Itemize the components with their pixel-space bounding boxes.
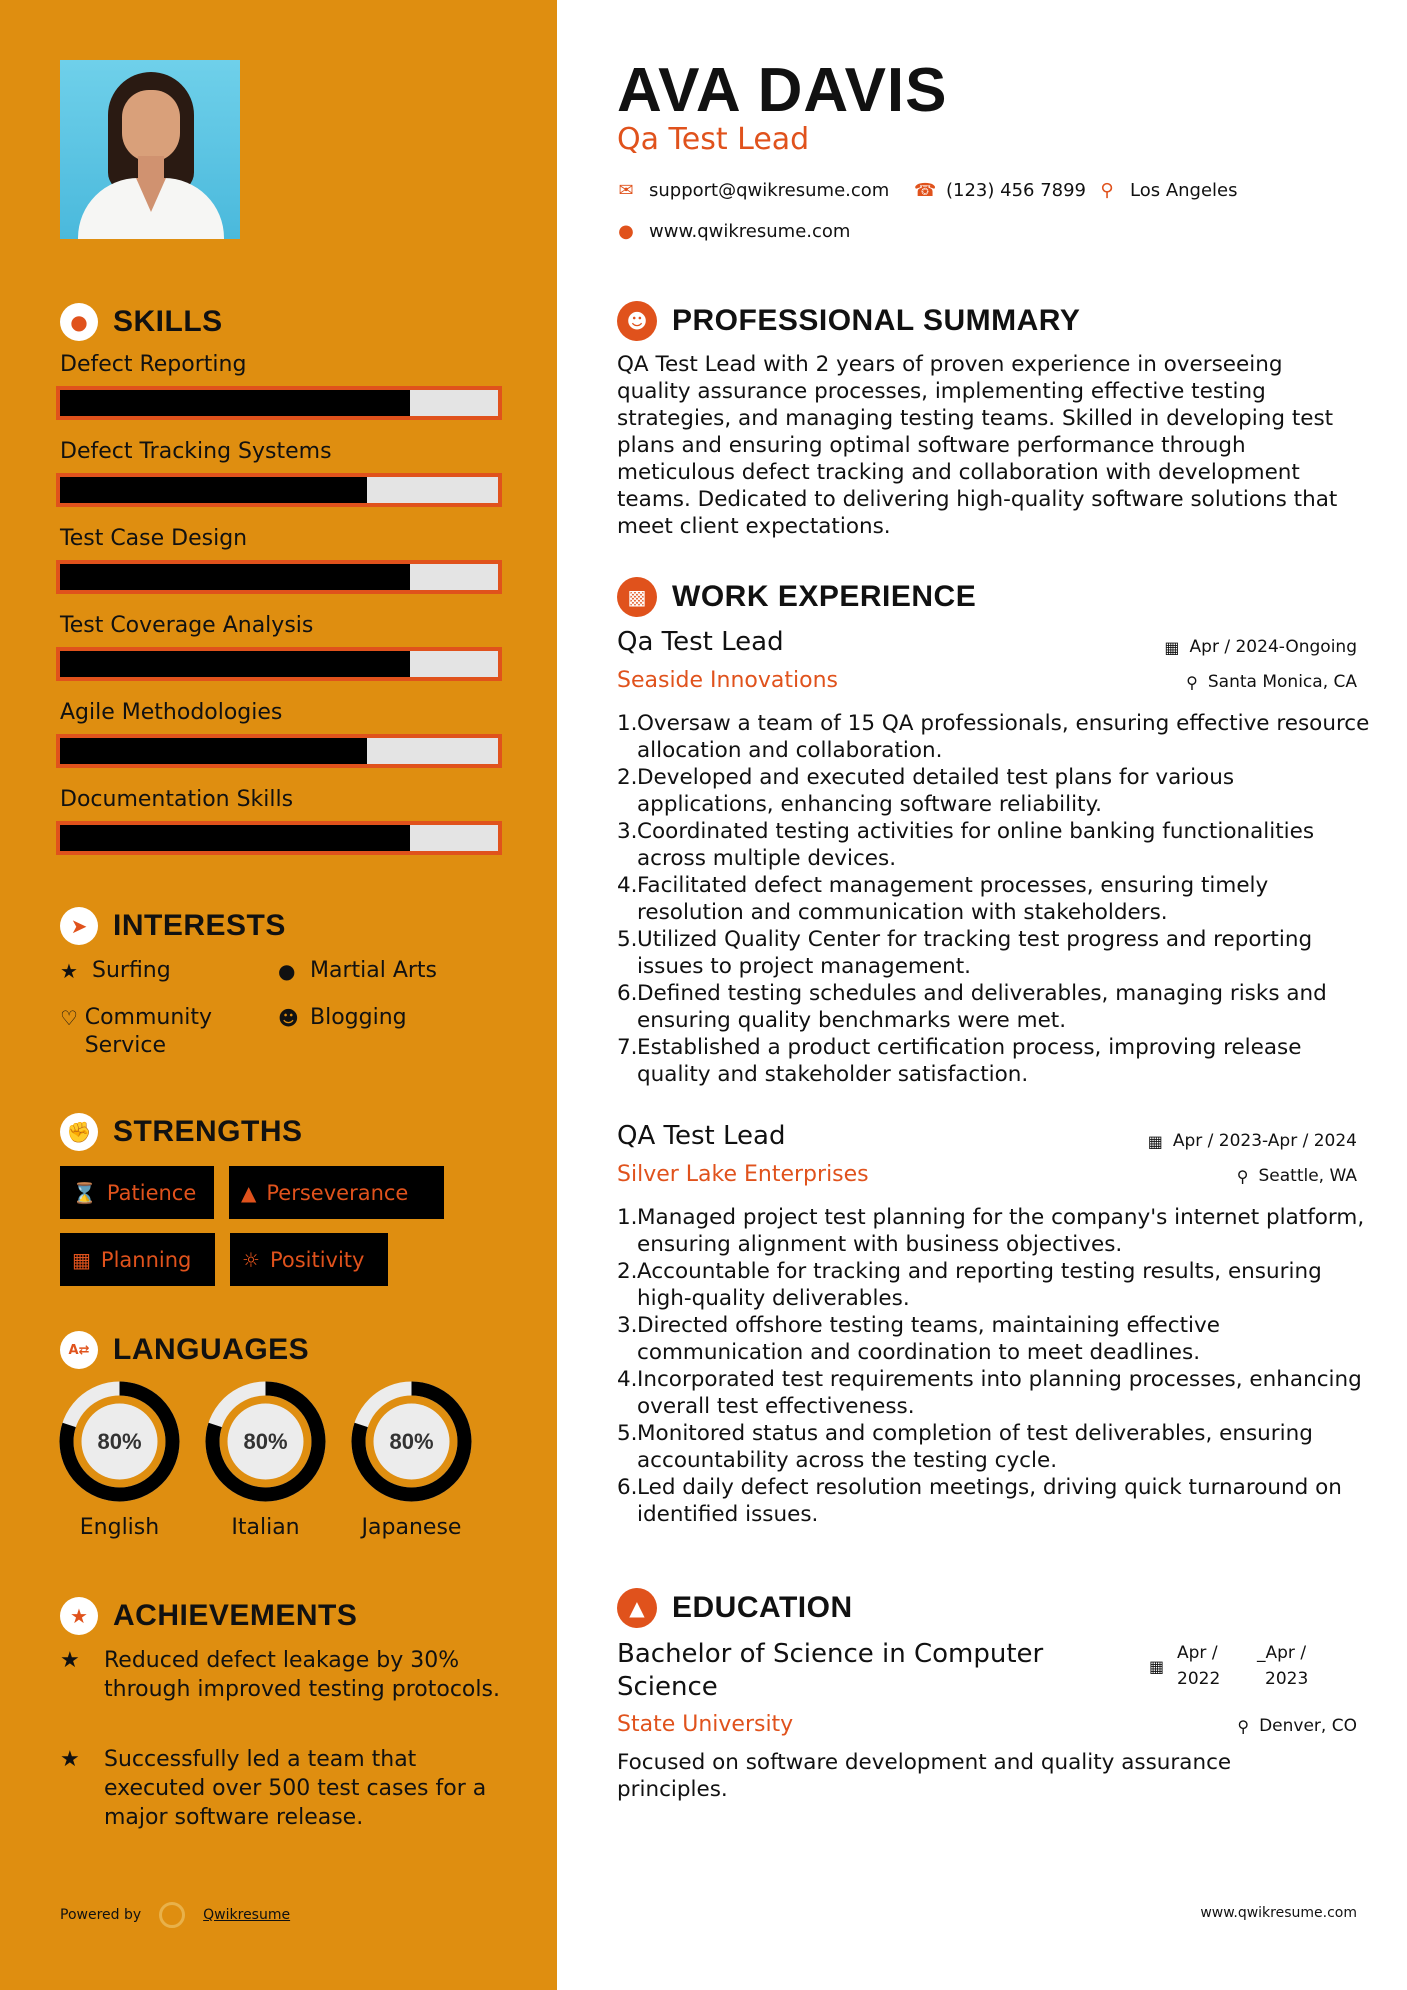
calendar-icon: ▦ xyxy=(1147,1131,1163,1151)
list-item: 2. Accountable for tracking and reporting testing results, ensuring high-quality deliverables. xyxy=(617,1259,1322,1311)
globe-icon: ● xyxy=(618,221,634,242)
job-title: Qa Test Lead xyxy=(617,627,784,657)
interest-item: ♡ Community Service xyxy=(60,1005,213,1058)
svg-text:80%: 80% xyxy=(389,1429,434,1454)
job-location: ⚲ Seattle, WA xyxy=(1236,1166,1357,1186)
list-item: 6. Defined testing schedules and deliverables, managing risks and ensuring quality benchmarks were met. xyxy=(617,981,1327,1033)
graduation-icon: ▲ xyxy=(617,1588,657,1628)
globe-icon: ● xyxy=(278,959,296,983)
star-icon: ★ xyxy=(60,1747,80,1772)
star-icon: ★ xyxy=(60,1648,80,1673)
skill-bar xyxy=(56,821,502,855)
hands-icon: ♡ xyxy=(60,1006,78,1030)
candidate-role: Qa Test Lead xyxy=(617,122,810,157)
road-icon: ▲ xyxy=(241,1180,257,1205)
calendar-icon: ▦ xyxy=(1164,637,1180,657)
education-header xyxy=(617,1588,853,1628)
pin-icon: ⚲ xyxy=(1186,672,1198,692)
skill-bar xyxy=(56,560,502,594)
language-item xyxy=(204,1380,327,1540)
education-description: Focused on software development and quality assurance principles. xyxy=(617,1750,1232,1802)
skill-label: Test Case Design xyxy=(60,526,248,551)
language-name: English xyxy=(79,1515,160,1540)
edu-end-date: _Apr / 2023 xyxy=(1257,1643,1309,1689)
experience-header xyxy=(617,577,976,617)
phone-icon: ☎ xyxy=(914,180,937,201)
circle-notch-icon: ☼ xyxy=(242,1247,260,1272)
languages-title: LANGUAGES xyxy=(113,1333,310,1366)
star-icon: ★ xyxy=(60,959,78,983)
list-item: 6. Led daily defect resolution meetings, driving quick turnaround on identified issues. xyxy=(617,1475,1342,1527)
skill-label: Documentation Skills xyxy=(60,787,294,812)
language-ring xyxy=(204,1380,327,1503)
job-bullets xyxy=(617,710,1377,1088)
list-item: 2. Developed and executed detailed test plans for various applications, enhancing software reliability. xyxy=(617,765,1235,817)
edu-start-date: Apr / 2022 xyxy=(1177,1643,1221,1689)
summary-header xyxy=(617,301,1080,341)
qwikresume-link[interactable]: Qwikresume xyxy=(203,1907,291,1923)
svg-text:80%: 80% xyxy=(97,1429,142,1454)
skills-header xyxy=(60,303,223,341)
experience-title: WORK EXPERIENCE xyxy=(672,580,977,613)
list-item: 4. Facilitated defect management processes, ensuring timely resolution and communication with stakeholders. xyxy=(617,873,1269,925)
job-dates: ▦ Apr / 2023-Apr / 2024 xyxy=(1147,1131,1357,1151)
footer-url[interactable]: www.qwikresume.com xyxy=(1200,1905,1357,1921)
interest-item: ☻ Blogging xyxy=(278,1005,407,1030)
interest-item: ★ Surfing xyxy=(60,958,171,983)
language-ring xyxy=(350,1380,473,1503)
calendar-icon: ▦ xyxy=(1149,1657,1165,1676)
achievement-item: ★ Reduced defect leakage by 30% through improved testing protocols. xyxy=(60,1648,500,1702)
skill-label: Test Coverage Analysis xyxy=(60,613,314,638)
contact-website[interactable]: ● www.qwikresume.com xyxy=(618,221,851,242)
job-company: Seaside Innovations xyxy=(617,668,838,693)
award-icon: ★ xyxy=(60,1597,98,1635)
skill-label: Defect Reporting xyxy=(60,352,247,377)
fist-icon: ✊ xyxy=(60,1113,98,1151)
strengths-header xyxy=(60,1113,303,1151)
summary-title: PROFESSIONAL SUMMARY xyxy=(672,304,1081,337)
skill-bar xyxy=(56,473,502,507)
users-icon: ☻ xyxy=(278,1006,299,1030)
interests-title: INTERESTS xyxy=(113,909,286,942)
skills-title: SKILLS xyxy=(113,305,223,338)
svg-text:80%: 80% xyxy=(243,1429,288,1454)
list-item: 3. Coordinated testing activities for online banking functionalities across multiple devices. xyxy=(617,819,1315,871)
briefcase-chair-icon: ▩ xyxy=(617,577,657,617)
profile-photo xyxy=(60,60,240,239)
strength-tag: ▲ Perseverance xyxy=(229,1166,444,1219)
interests-header xyxy=(60,907,286,945)
job-location: ⚲ Santa Monica, CA xyxy=(1186,672,1357,692)
contact-email[interactable]: ✉ support@qwikresume.com xyxy=(618,180,890,201)
contact-phone: ☎ (123) 456 7899 xyxy=(914,180,1087,201)
skill-bar xyxy=(56,734,502,768)
lightbulb-icon: ● xyxy=(60,303,98,341)
strength-tag: ☼ Positivity xyxy=(230,1233,388,1286)
language-icon: A⇄ xyxy=(60,1331,98,1369)
school-name: State University xyxy=(617,1712,794,1737)
achievements-header xyxy=(60,1597,357,1635)
languages-header xyxy=(60,1331,309,1369)
summary-text: QA Test Lead with 2 years of proven experience in overseeing quality assurance processes, implementing effective testing strategies, and managing testing teams. Skilled in developing test plans and ensuring optimal software performance through meticulous defect tracking and collaboration with development teams. Dedicated to delivering high-quality software solutions that meet client expectations. xyxy=(617,352,1338,539)
calendar-icon: ▦ xyxy=(72,1247,91,1272)
list-item: 5. Monitored status and completion of test deliverables, ensuring accountability across the testing cycle. xyxy=(617,1421,1313,1473)
job-company: Silver Lake Enterprises xyxy=(617,1162,869,1187)
strength-tag: ⌛ Patience xyxy=(60,1166,214,1219)
powered-by: Powered by Qwikresume xyxy=(60,1902,290,1928)
contact-location: ⚲ Los Angeles xyxy=(1098,180,1238,201)
skill-bar xyxy=(56,386,502,420)
job-bullets xyxy=(617,1204,1377,1528)
language-item xyxy=(350,1380,473,1540)
job-title: QA Test Lead xyxy=(617,1121,786,1151)
skill-bar xyxy=(56,647,502,681)
language-ring xyxy=(58,1380,181,1503)
list-item: 1. Oversaw a team of 15 QA professionals, ensuring effective resource allocation and collaboration. xyxy=(617,711,1370,763)
envelope-icon: ✉ xyxy=(618,180,634,201)
list-item: 4. Incorporated test requirements into planning processes, enhancing overall test effectiveness. xyxy=(617,1367,1362,1419)
hourglass-icon: ⌛ xyxy=(72,1180,97,1205)
degree-title: Bachelor of Science in Computer Science xyxy=(617,1639,1044,1702)
school-location: ⚲ Denver, CO xyxy=(1237,1716,1357,1736)
pin-icon: ⚲ xyxy=(1236,1166,1249,1186)
list-item: 7. Established a product certification process, improving release quality and stakeholder satisfaction. xyxy=(617,1035,1302,1087)
list-item: 3. Directed offshore testing teams, maintaining effective communication and coordination to meet deadlines. xyxy=(617,1313,1220,1365)
map-marker-icon: ⚲ xyxy=(1100,180,1114,201)
list-item: 5. Utilized Quality Center for tracking test progress and reporting issues to project management. xyxy=(617,927,1313,979)
candidate-name: AVA DAVIS xyxy=(617,56,948,125)
achievements-title: ACHIEVEMENTS xyxy=(113,1599,358,1632)
qwikresume-logo xyxy=(159,1902,185,1928)
language-name: Japanese xyxy=(361,1515,462,1540)
strengths-title: STRENGTHS xyxy=(113,1115,303,1148)
education-title: EDUCATION xyxy=(672,1591,853,1624)
pin-icon: ⚲ xyxy=(1237,1716,1250,1736)
interest-item: ● Martial Arts xyxy=(278,958,438,983)
skill-label: Agile Methodologies xyxy=(60,700,283,725)
user-icon: ☻ xyxy=(617,301,657,341)
paper-plane-icon: ➤ xyxy=(60,907,98,945)
sidebar xyxy=(0,0,557,1990)
skill-label: Defect Tracking Systems xyxy=(60,439,332,464)
strength-tag: ▦ Planning xyxy=(60,1233,215,1286)
language-name: Italian xyxy=(231,1515,300,1540)
achievement-item: ★ Successfully led a team that executed over 500 test cases for a major software release. xyxy=(60,1747,487,1830)
language-item xyxy=(58,1380,181,1540)
job-dates: ▦ Apr / 2024-Ongoing xyxy=(1164,637,1357,657)
main-content xyxy=(557,0,1407,1990)
list-item: 1. Managed project test planning for the company's internet platform, ensuring alignment with business objectives. xyxy=(617,1205,1365,1257)
